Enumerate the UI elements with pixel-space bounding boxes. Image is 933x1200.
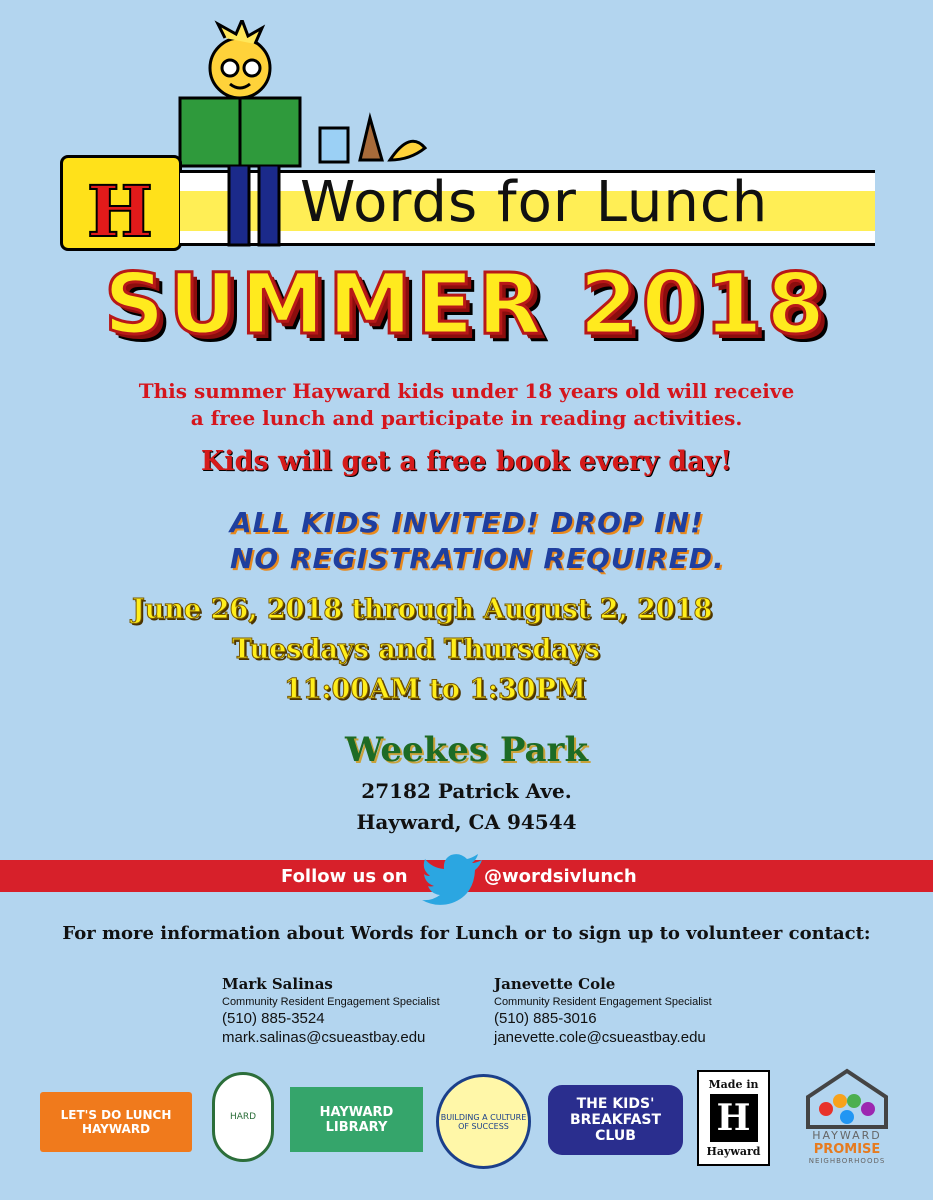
- kids-breakfast-club-logo: THE KIDS' BREAKFAST CLUB: [548, 1085, 683, 1155]
- intro-text: [0, 378, 933, 432]
- intro-line-2: a free lunch and participate in reading activities.: [190, 406, 743, 430]
- hayward-library-logo: HAYWARD LIBRARY: [290, 1087, 423, 1152]
- address-city: Hayward, CA 94544: [356, 810, 577, 834]
- promise-bot: NEIGHBORHOODS: [808, 1157, 886, 1165]
- lets-do-lunch-logo: LET'S DO LUNCH HAYWARD: [40, 1092, 192, 1152]
- schedule-days: Tuesdays and Thursdays: [232, 634, 600, 665]
- location-name: Weekes Park: [345, 730, 588, 770]
- made-in-bottom: Hayward: [706, 1145, 761, 1158]
- contact-name: Mark Salinas: [222, 975, 333, 993]
- words-for-lunch-logo: [60, 20, 875, 253]
- location-address: [0, 776, 933, 838]
- follow-label: Follow us on: [281, 866, 408, 887]
- h-logo-letter: H: [86, 170, 154, 253]
- contact-phone: (510) 885-3016: [494, 1010, 597, 1027]
- contact-card: [222, 975, 440, 1046]
- promise-mid: PROMISE: [813, 1142, 881, 1157]
- twitter-handle[interactable]: @wordsivlunch: [484, 866, 637, 887]
- free-book-text: Kids will get a free book every day!: [200, 446, 733, 477]
- headline: SUMMER 2018: [104, 255, 829, 353]
- more-info-text: For more information about Words for Lunch or to sign up to volunteer contact:: [62, 923, 871, 944]
- reading-kid-icon: [170, 20, 430, 170]
- contact-name: Janevette Cole: [494, 975, 616, 993]
- made-in-top: Made in: [708, 1078, 759, 1091]
- contact-role: Community Resident Engagement Specialist: [222, 996, 440, 1008]
- contact-role: Community Resident Engagement Specialist: [494, 996, 712, 1008]
- hayward-promise-logo: [802, 1062, 892, 1170]
- address-street: 27182 Patrick Ave.: [361, 779, 572, 803]
- made-in-h-icon: H: [710, 1094, 758, 1142]
- hard-logo: HARD: [212, 1072, 274, 1162]
- invite-text: [230, 505, 725, 577]
- intro-line-1: This summer Hayward kids under 18 years old will receive: [138, 379, 795, 403]
- schedule-dates: June 26, 2018 through August 2, 2018: [132, 594, 713, 625]
- schedule: [132, 590, 712, 710]
- twitter-bird-icon[interactable]: [422, 852, 484, 906]
- contact-phone: (510) 885-3524: [222, 1010, 325, 1027]
- made-in-hayward-logo: [697, 1070, 770, 1166]
- schedule-times: 11:00AM to 1:30PM: [284, 674, 586, 705]
- invite-line-1: ALL KIDS INVITED! DROP IN!: [230, 506, 704, 539]
- culture-of-success-logo: BUILDING A CULTURE OF SUCCESS: [436, 1074, 531, 1169]
- promise-top: HAYWARD: [812, 1129, 882, 1142]
- program-title: Words for Lunch: [300, 170, 769, 235]
- contact-email[interactable]: mark.salinas@csueastbay.edu: [222, 1029, 426, 1046]
- house-hands-icon: [804, 1067, 890, 1129]
- invite-line-2: NO REGISTRATION REQUIRED.: [230, 542, 725, 575]
- kid-legs-icon: [225, 165, 285, 255]
- contact-card: [494, 975, 712, 1046]
- contact-email[interactable]: janevette.cole@csueastbay.edu: [494, 1029, 706, 1046]
